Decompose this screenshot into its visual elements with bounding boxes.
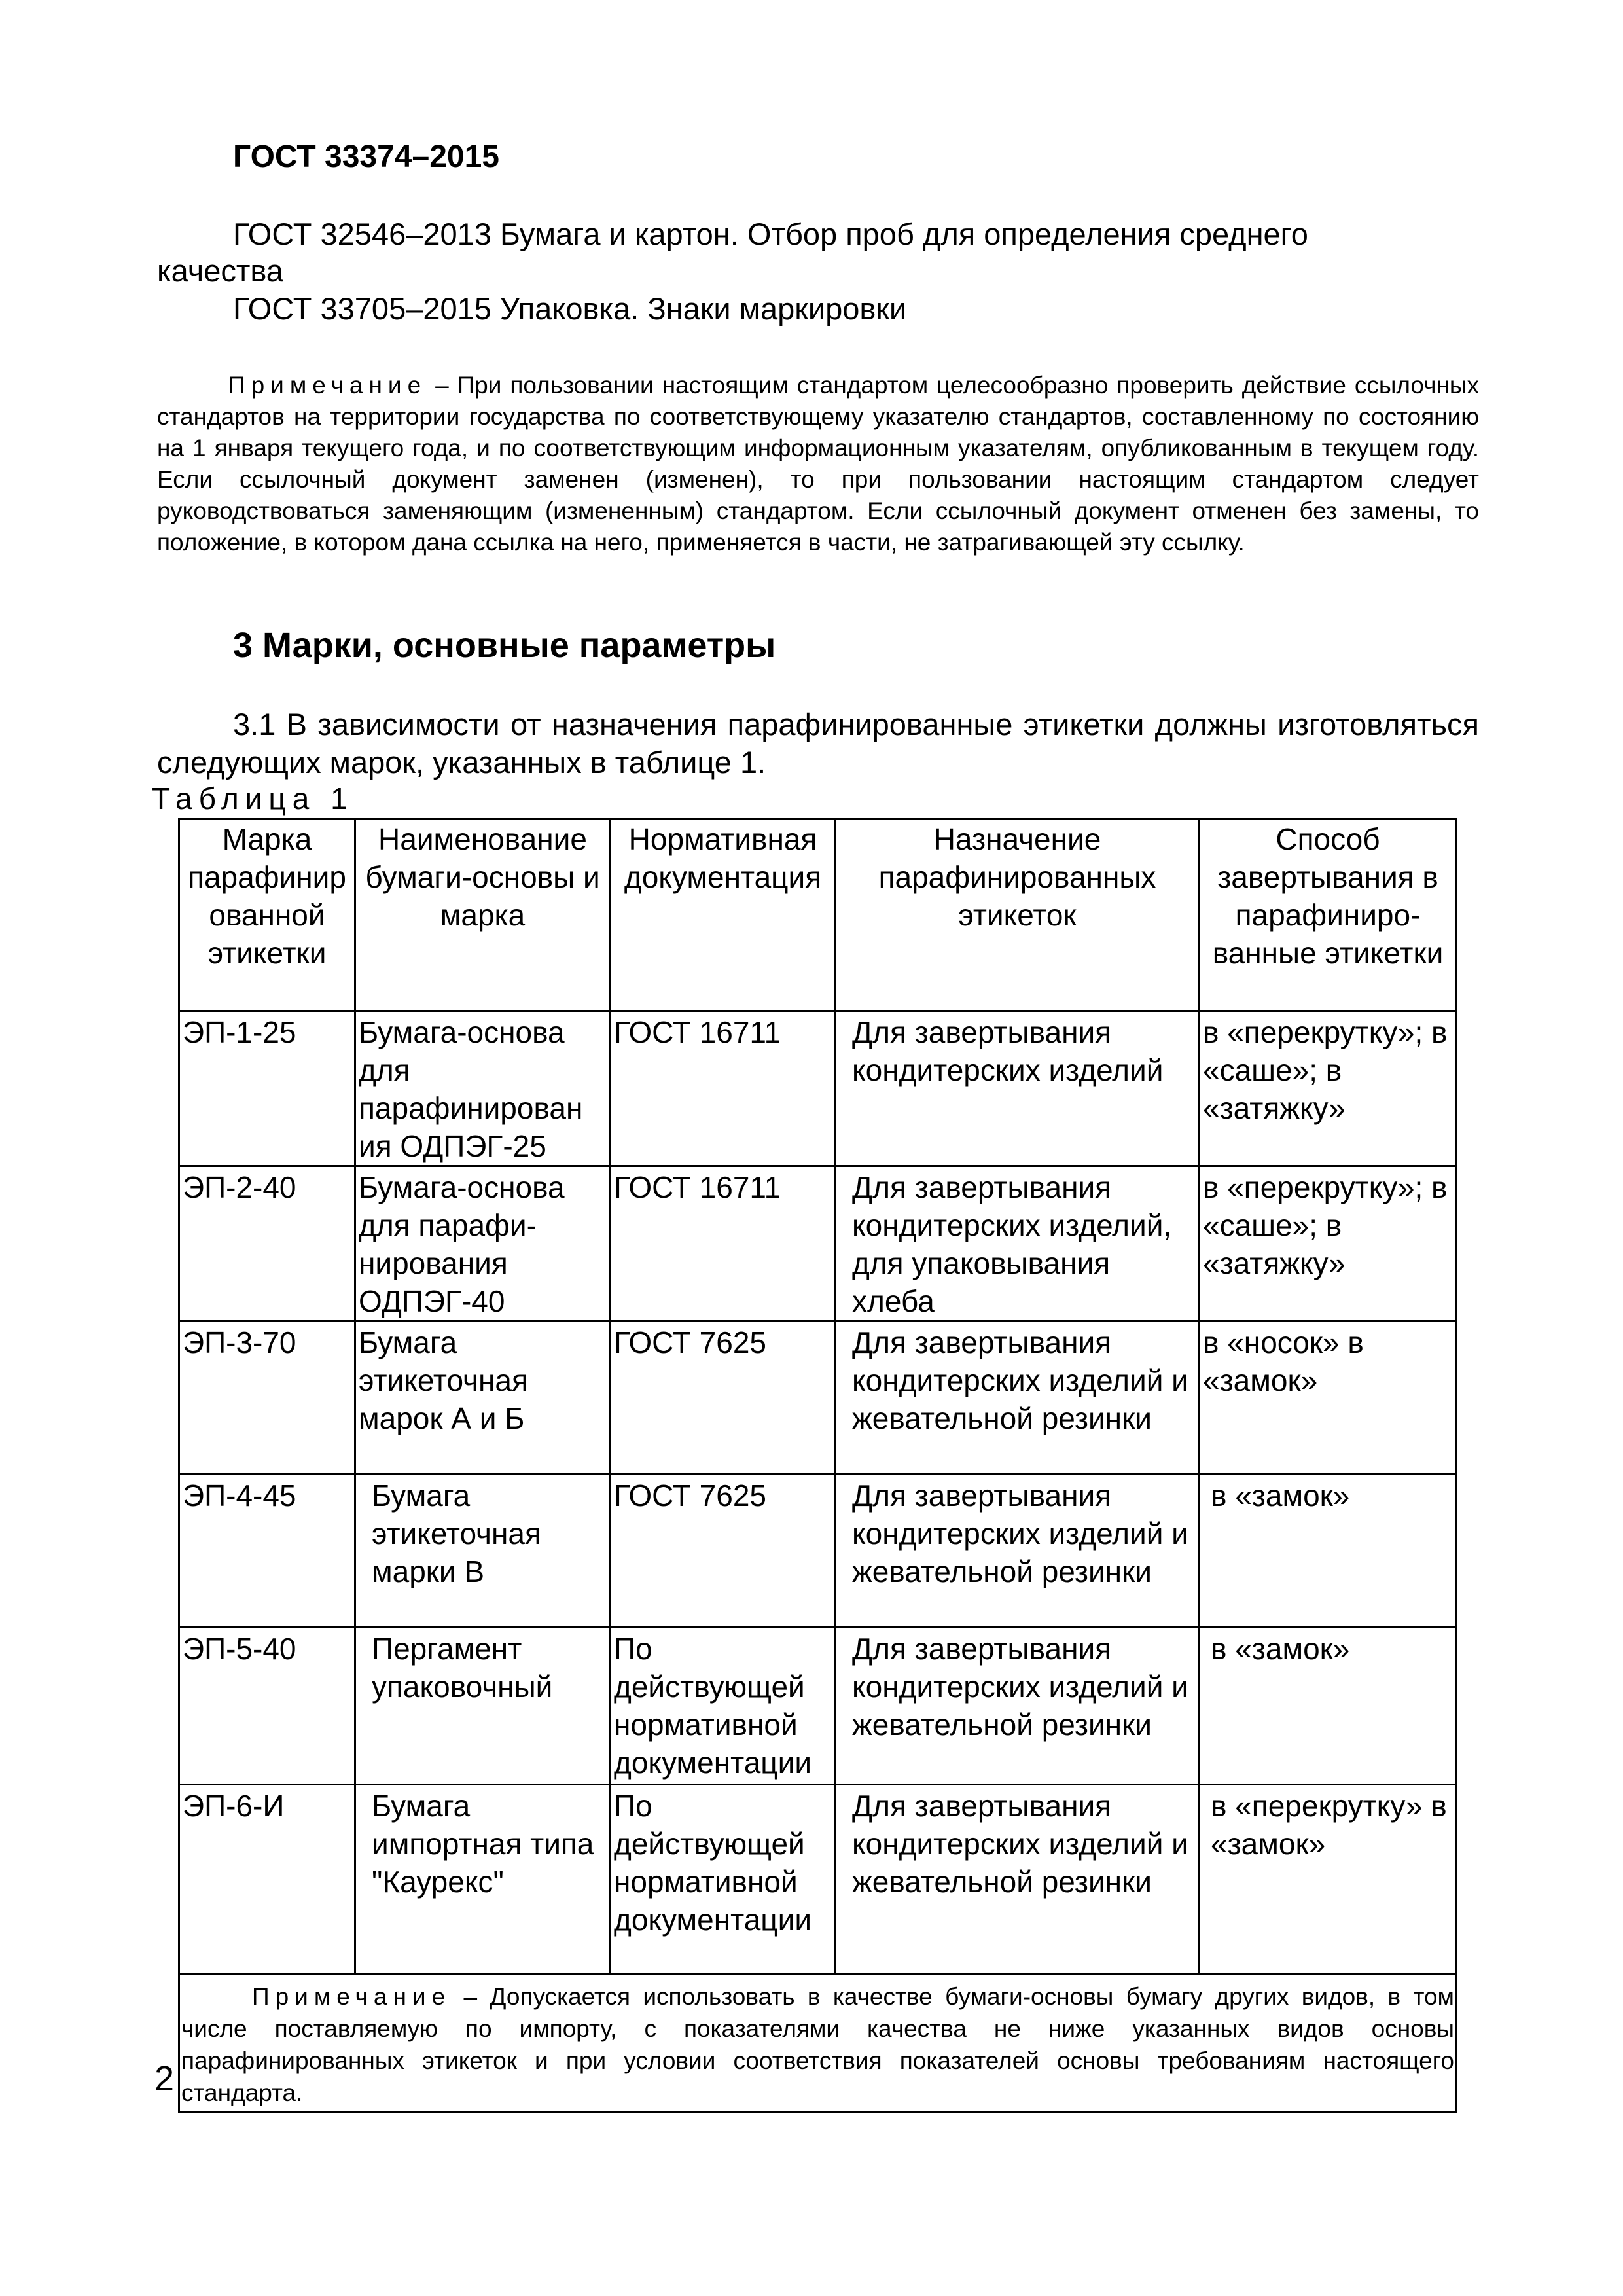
marks-table [178, 818, 1457, 2113]
cell-purpose: Для завертывания кондитерских изделий, для упаковывания хлеба [836, 1166, 1200, 1321]
cell-documentation: ГОСТ 7625 [611, 1321, 836, 1475]
cell-wrapping-method: в «перекрутку»; в «саше»; в «затяжку» [1200, 1011, 1457, 1166]
cell-mark: ЭП-6-И [179, 1785, 355, 1975]
cell-wrapping-method: в «носок» в «замок» [1200, 1321, 1457, 1475]
header-wrapping-method: Способ завертывания в парафиниро-ванные этикетки [1200, 819, 1457, 1011]
cell-wrapping-method: в «перекрутку» в «замок» [1200, 1785, 1457, 1975]
reference-first-line: ГОСТ 33705–2015 Упаковка. Знаки маркировки [233, 291, 907, 326]
table-note-label: Примечание [252, 1983, 452, 2010]
cell-mark: ЭП-3-70 [179, 1321, 355, 1475]
table-caption: Таблица 1 [152, 781, 354, 816]
table-header-row [179, 819, 1457, 1011]
reference-continuation: качества [157, 253, 283, 288]
cell-mark: ЭП-4-45 [179, 1475, 355, 1628]
note-label: Примечание [228, 372, 427, 399]
header-purpose: Назначение парафинированных этикеток [836, 819, 1200, 1011]
reference-item [157, 216, 1479, 289]
header-paper: Наименование бумаги-основы и марка [355, 819, 611, 1011]
table-note-text: – Допускается использовать в качестве бумаги-основы бумагу других видов, в том числе поставляемую по импорту, с показателями качества не ниже указанных видов основы парафинированных этикеток и при условии соответствия показателей основы требованиям настоящего стандарта. [181, 1983, 1454, 2106]
table-note-row [179, 1975, 1457, 2113]
cell-purpose: Для завертывания кондитерских изделий и жевательной резинки [836, 1321, 1200, 1475]
cell-wrapping-method: в «замок» [1200, 1628, 1457, 1785]
cell-documentation: По действующей нормативной документации [611, 1628, 836, 1785]
table-row [179, 1628, 1457, 1785]
cell-documentation: ГОСТ 16711 [611, 1011, 836, 1166]
cell-documentation: ГОСТ 16711 [611, 1166, 836, 1321]
cell-purpose: Для завертывания кондитерских изделий и жевательной резинки [836, 1628, 1200, 1785]
cell-mark: ЭП-1-25 [179, 1011, 355, 1166]
paragraph-3-1: 3.1 В зависимости от назначения парафинированные этикетки должны изготовляться следующих марок, указанных в таблице 1. [157, 707, 1479, 780]
cell-wrapping-method: в «замок» [1200, 1475, 1457, 1628]
cell-paper: Бумага-основа для парафинирован ия ОДПЭГ-25 [355, 1011, 611, 1166]
table-row [179, 1475, 1457, 1628]
cell-paper: Бумага импортная типа "Каурекс" [355, 1785, 611, 1975]
section-title: 3 Марки, основные параметры [233, 626, 776, 665]
cell-paper: Бумага этикеточная марок А и Б [355, 1321, 611, 1475]
cell-documentation: ГОСТ 7625 [611, 1475, 836, 1628]
cell-wrapping-method: в «перекрутку»; в «саше»; в «затяжку» [1200, 1166, 1457, 1321]
header-mark: Марка парафинир ованной этикетки [179, 819, 355, 1011]
cell-documentation: По действующей нормативной документации [611, 1785, 836, 1975]
cell-purpose: Для завертывания кондитерских изделий и жевательной резинки [836, 1475, 1200, 1628]
note-text: – При пользовании настоящим стандартом целесообразно проверить действие ссылочных стандартов на территории государства по соответствующему указателю стандартов, составленному по состоянию на 1 января текущего года, и по соответствующим информационным указателям, опубликованным в текущем году. Если ссылочный документ заменен (изменен), то при пользовании настоящим стандартом следует руководствоваться заменяющим (измененным) стандартом. Если ссылочный документ отменен без замены, то положение, в котором дана ссылка на него, применяется в части, не затрагивающей эту ссылку. [157, 372, 1479, 556]
reference-item [157, 291, 1479, 327]
table-row [179, 1011, 1457, 1166]
cell-purpose: Для завертывания кондитерских изделий и жевательной резинки [836, 1785, 1200, 1975]
cell-purpose: Для завертывания кондитерских изделий [836, 1011, 1200, 1166]
table-note [179, 1975, 1457, 2113]
table-row [179, 1785, 1457, 1975]
cell-paper: Бумага-основа для парафи-нирования ОДПЭГ-40 [355, 1166, 611, 1321]
reference-first-line: ГОСТ 32546–2013 Бумага и картон. Отбор проб для определения среднего [233, 217, 1308, 251]
table-row [179, 1321, 1457, 1475]
cell-paper: Бумага этикеточная марки В [355, 1475, 611, 1628]
table-row [179, 1166, 1457, 1321]
references-note [157, 370, 1479, 558]
cell-mark: ЭП-2-40 [179, 1166, 355, 1321]
header-documentation: Нормативная документация [611, 819, 836, 1011]
cell-mark: ЭП-5-40 [179, 1628, 355, 1785]
document-header: ГОСТ 33374–2015 [233, 139, 499, 174]
cell-paper: Пергамент упаковочный [355, 1628, 611, 1785]
page-number: 2 [154, 2059, 175, 2098]
